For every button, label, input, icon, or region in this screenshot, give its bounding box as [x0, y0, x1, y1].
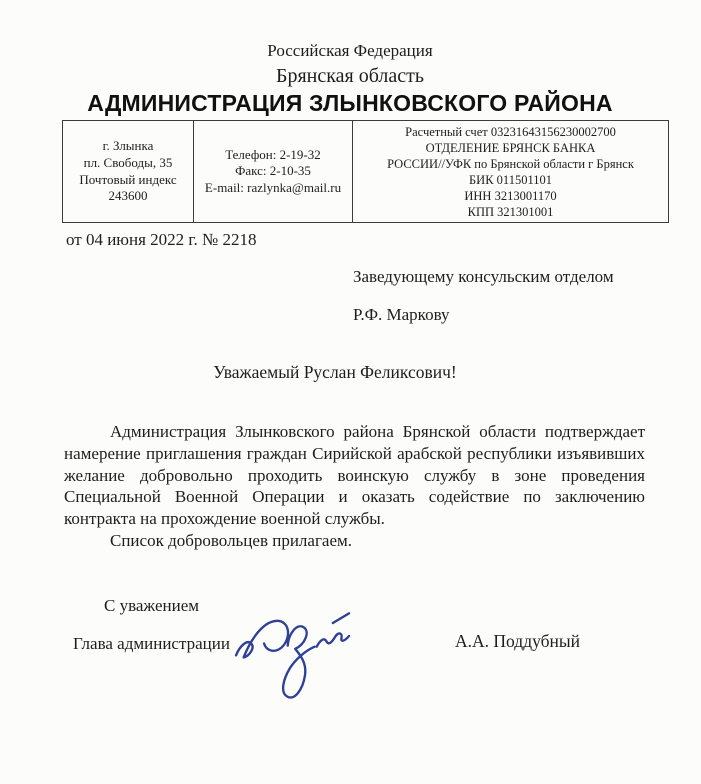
closing-regards: С уважением [104, 596, 200, 615]
handwritten-signature [228, 594, 356, 708]
header-region: Брянская область [275, 65, 425, 87]
bank-line: КПП 321301001 [467, 204, 554, 219]
contact-table [62, 120, 669, 223]
signer-position: Глава администрации [73, 634, 230, 653]
reference-date-number: от 04 июня 2022 г. № 2218 [66, 230, 257, 249]
header-country: Российская Федерация [267, 41, 433, 60]
recipient-title: Заведующему консульским отделом [353, 267, 614, 286]
salutation: Уважаемый Руслан Феликсович! [213, 362, 457, 382]
bank-line: РОССИИ//УФК по Брянской области г Брянск [387, 156, 634, 171]
bank-line: Расчетный счет 03231643156230002700 [405, 124, 616, 139]
address-line: г. Злынка [102, 138, 154, 154]
letter-body [64, 421, 645, 552]
contact-address-cell [63, 121, 194, 222]
header-organization-title: АДМИНИСТРАЦИЯ ЗЛЫНКОВСКОГО РАЙОНА [87, 90, 613, 116]
signer-name: А.А. Поддубный [455, 631, 581, 651]
bank-line: ИНН 3213001170 [464, 188, 557, 203]
recipient-block [353, 267, 614, 325]
address-line: пл. Свободы, 35 [83, 154, 173, 170]
phone-line: Телефон: 2-19-32 [225, 146, 321, 162]
contact-bank-cell [353, 121, 668, 222]
bank-line: ОТДЕЛЕНИЕ БРЯНСК БАНКА [425, 140, 596, 155]
address-line: Почтовый индекс 243600 [79, 171, 177, 204]
contact-phones-cell [194, 121, 353, 222]
bank-line: БИК 011501101 [469, 172, 552, 187]
recipient-name: Р.Ф. Маркову [353, 305, 450, 324]
fax-line: Факс: 2-10-35 [235, 163, 311, 179]
body-paragraph: Список добровольцев прилагаем. [110, 530, 353, 550]
body-paragraph: Администрация Злынковского района Брянской области подтверждает намерение приглашения граждан Сирийской арабской республики изъявивших желание добровольно проходить воинскую службу в зоне проведения Специальной Военной Операции и оказать содействие по заключению контракта на прохождение военной службы. [64, 422, 645, 529]
signature-stroke [236, 613, 349, 697]
email-line: E-mail: razlynka@mail.ru [204, 179, 342, 195]
